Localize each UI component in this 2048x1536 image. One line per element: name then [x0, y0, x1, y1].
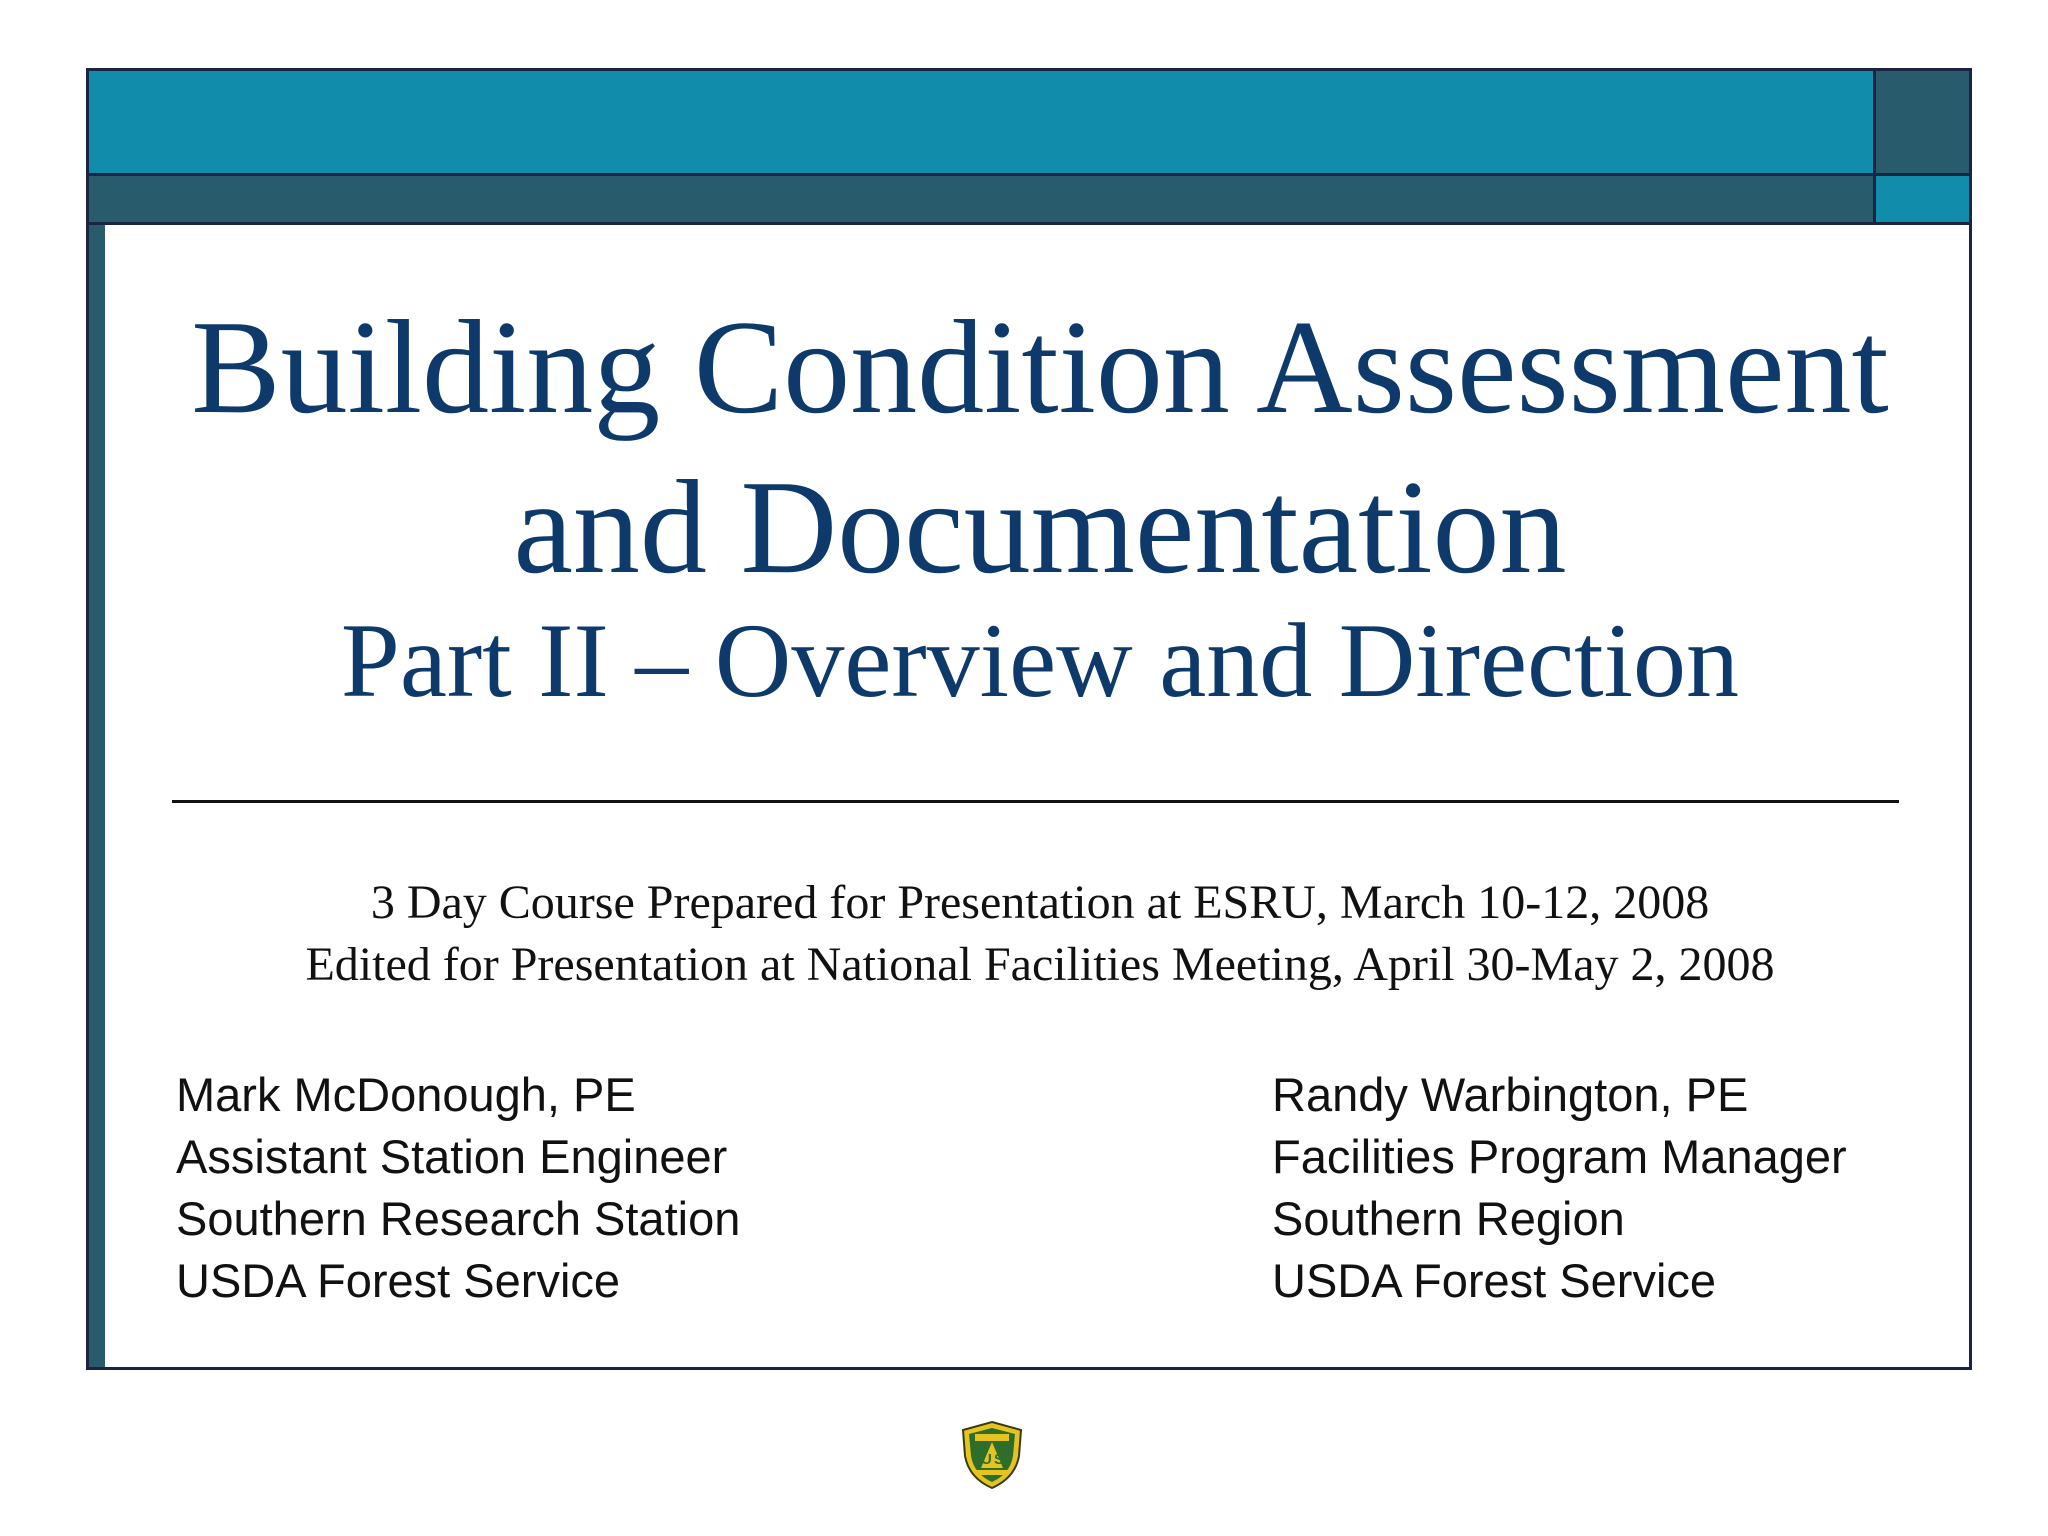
author-unit: Southern Region [1272, 1192, 1625, 1245]
author-unit: Southern Research Station [176, 1192, 741, 1245]
author-agency: USDA Forest Service [176, 1254, 621, 1307]
author-name: Randy Warbington, PE [1272, 1068, 1749, 1121]
slide-title [100, 293, 1980, 719]
second-accent-square [1873, 173, 1969, 225]
title-line-1: Building Condition Assessment [191, 293, 1889, 441]
author-name: Mark McDonough, PE [176, 1068, 636, 1121]
author-agency: USDA Forest Service [1272, 1254, 1717, 1307]
author-right [1272, 1064, 1847, 1312]
second-accent-bar [89, 173, 1873, 225]
author-left [176, 1064, 740, 1312]
shield-letter-u: U [981, 1451, 992, 1468]
course-line-1: 3 Day Course Prepared for Presentation at ESRU, March 10-12, 2008 [370, 876, 1710, 929]
author-role: Assistant Station Engineer [176, 1130, 728, 1183]
course-line-2: Edited for Presentation at National Facilities Meeting, April 30-May 2, 2008 [305, 938, 1775, 991]
title-line-2: and Documentation [513, 453, 1567, 601]
horizontal-rule [172, 800, 1899, 803]
shield-letter-s: S [994, 1451, 1005, 1468]
top-accent-square [1873, 71, 1969, 173]
author-role: Facilities Program Manager [1272, 1130, 1847, 1183]
forest-service-shield-icon [959, 1420, 1025, 1490]
subtitle: Part II – Overview and Direction [340, 602, 1740, 719]
top-accent-bar [89, 71, 1873, 173]
course-info [100, 872, 1980, 996]
